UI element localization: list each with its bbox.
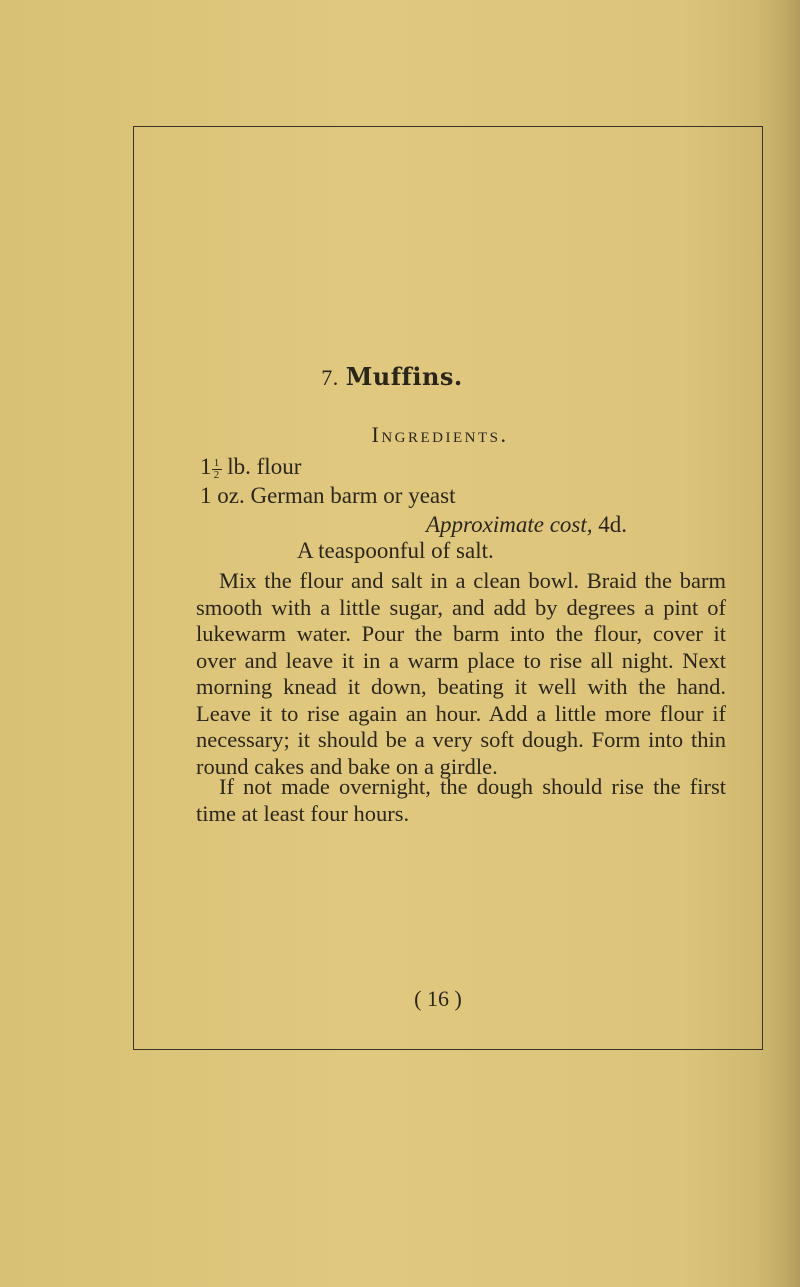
fraction-numerator: 1 [212,458,222,470]
salt-line: A teaspoonful of salt. [297,538,494,563]
ingredient-yeast: 1 oz. German barm or yeast [200,483,456,508]
approximate-cost [426,512,627,538]
page-number: ( 16 ) [414,986,462,1011]
ingredient-flour-whole: 1 [200,454,212,479]
recipe-name: Muffins. [345,362,463,391]
cost-value: 4d. [592,512,628,537]
fraction-denominator: 2 [213,468,220,481]
note-paragraph: If not made overnight, the dough should rise the first time at least four hours. [196,774,726,826]
method-paragraph: Mix the flour and salt in a clean bowl. Braid the barm smooth with a little sugar, and add by degrees a pint of lukewarm water. Pour the barm into the flour, cover it over and leave it in a warm place to rise all night. Next morning knead it down, beating it well with the hand. Leave it to rise again an hour. Add a little more flour if necessary; it should be a very soft dough. Form into thin round cakes and bake on a girdle. [196,568,726,779]
cost-label: Approximate cost, [426,512,593,537]
ingredient-flour-text: lb. flour [221,454,302,479]
ingredients-heading: Ingredients. [371,422,509,447]
recipe-title [0,362,792,392]
ingredient-flour [200,454,301,480]
recipe-number: 7. [321,365,339,390]
ingredient-flour-fraction [212,458,222,480]
